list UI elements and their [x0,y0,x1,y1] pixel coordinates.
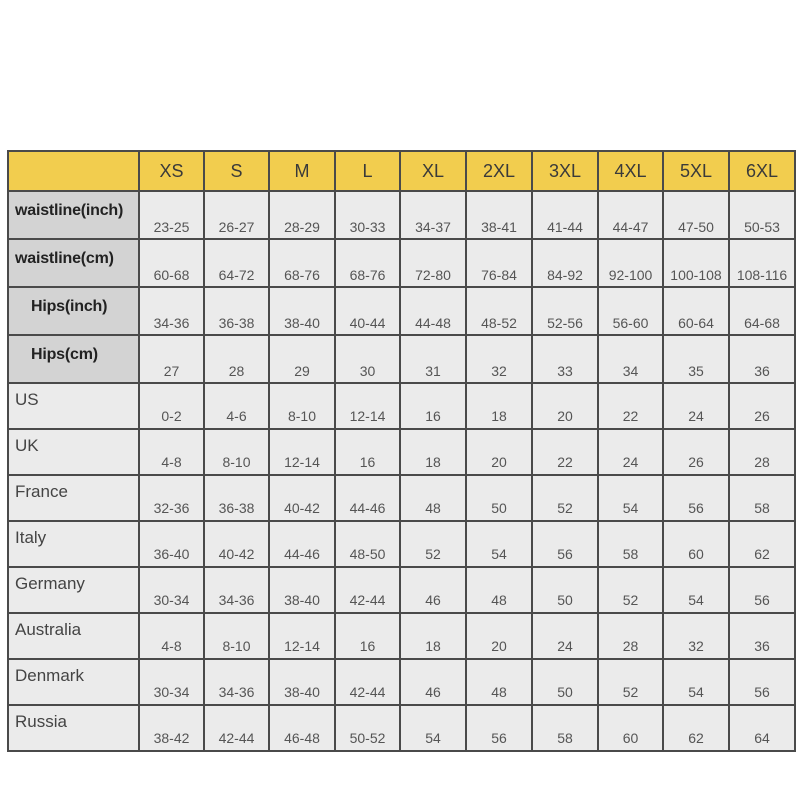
table-cell: 42-44 [335,659,400,705]
table-cell: 18 [400,613,466,659]
table-cell: 46 [400,659,466,705]
table-cell: 38-40 [269,659,335,705]
table-cell: 8-10 [204,429,269,475]
table-cell: 48 [400,475,466,521]
table-cell: 22 [598,383,663,429]
table-cell: 58 [729,475,795,521]
table-cell: 50 [466,475,532,521]
table-cell: 48 [466,567,532,613]
table-cell: 44-46 [335,475,400,521]
table-cell: 68-76 [269,239,335,287]
row-label: Australia [8,613,139,659]
size-header-m: M [269,151,335,191]
row-label: US [8,383,139,429]
table-cell: 36-38 [204,475,269,521]
table-cell: 12-14 [269,613,335,659]
table-cell: 64-68 [729,287,795,335]
table-cell: 30-33 [335,191,400,239]
table-cell: 54 [598,475,663,521]
row-label: France [8,475,139,521]
table-cell: 60-68 [139,239,204,287]
table-cell: 52 [400,521,466,567]
table-cell: 47-50 [663,191,729,239]
size-header-3xl: 3XL [532,151,598,191]
table-cell: 52 [598,659,663,705]
table-cell: 44-48 [400,287,466,335]
table-cell: 34-36 [139,287,204,335]
table-cell: 26-27 [204,191,269,239]
table-cell: 12-14 [335,383,400,429]
size-header-xs: XS [139,151,204,191]
table-cell: 12-14 [269,429,335,475]
table-cell: 40-42 [269,475,335,521]
table-cell: 30 [335,335,400,383]
table-cell: 33 [532,335,598,383]
table-cell: 0-2 [139,383,204,429]
row-label: Russia [8,705,139,751]
row-label: Italy [8,521,139,567]
table-cell: 60-64 [663,287,729,335]
row-label: waistline(inch) [8,191,139,239]
measurement-row [8,287,795,335]
table-cell: 64-72 [204,239,269,287]
conversion-row [8,521,795,567]
table-cell: 54 [663,659,729,705]
table-cell: 16 [400,383,466,429]
table-cell: 26 [729,383,795,429]
table-cell: 42-44 [204,705,269,751]
size-header-5xl: 5XL [663,151,729,191]
conversion-row [8,475,795,521]
row-label: Denmark [8,659,139,705]
table-cell: 29 [269,335,335,383]
table-cell: 56-60 [598,287,663,335]
table-cell: 24 [598,429,663,475]
table-cell: 50 [532,567,598,613]
table-cell: 54 [466,521,532,567]
row-label: Hips(cm) [8,335,139,383]
table-cell: 36 [729,613,795,659]
table-cell: 46-48 [269,705,335,751]
table-cell: 58 [598,521,663,567]
table-cell: 34-36 [204,659,269,705]
table-cell: 24 [532,613,598,659]
table-cell: 38-40 [269,287,335,335]
table-cell: 30-34 [139,659,204,705]
table-cell: 28-29 [269,191,335,239]
table-cell: 38-42 [139,705,204,751]
table-cell: 20 [466,613,532,659]
table-cell: 18 [400,429,466,475]
table-cell: 108-116 [729,239,795,287]
row-label: Germany [8,567,139,613]
table-cell: 52 [598,567,663,613]
table-cell: 48-52 [466,287,532,335]
row-label: waistline(cm) [8,239,139,287]
table-cell: 16 [335,613,400,659]
table-cell: 48-50 [335,521,400,567]
table-cell: 28 [204,335,269,383]
table-cell: 72-80 [400,239,466,287]
table-cell: 62 [729,521,795,567]
table-cell: 38-41 [466,191,532,239]
conversion-row [8,383,795,429]
table-cell: 27 [139,335,204,383]
table-cell: 31 [400,335,466,383]
size-header-row [8,151,795,191]
table-cell: 50-52 [335,705,400,751]
table-cell: 38-40 [269,567,335,613]
table-cell: 32-36 [139,475,204,521]
table-cell: 52 [532,475,598,521]
table-cell: 28 [598,613,663,659]
table-cell: 34 [598,335,663,383]
table-cell: 18 [466,383,532,429]
conversion-row [8,705,795,751]
table-cell: 100-108 [663,239,729,287]
table-cell: 20 [466,429,532,475]
table-cell: 24 [663,383,729,429]
table-cell: 64 [729,705,795,751]
header-corner-cell [8,151,139,191]
table-cell: 60 [663,521,729,567]
table-cell: 56 [729,659,795,705]
table-cell: 48 [466,659,532,705]
table-cell: 30-34 [139,567,204,613]
measurement-row [8,239,795,287]
conversion-row [8,659,795,705]
size-header-l: L [335,151,400,191]
table-cell: 52-56 [532,287,598,335]
table-cell: 34-36 [204,567,269,613]
table-cell: 92-100 [598,239,663,287]
measurement-row [8,335,795,383]
table-cell: 34-37 [400,191,466,239]
table-cell: 36 [729,335,795,383]
table-cell: 36-38 [204,287,269,335]
conversion-row [8,429,795,475]
table-cell: 8-10 [269,383,335,429]
table-cell: 28 [729,429,795,475]
table-cell: 22 [532,429,598,475]
table-cell: 58 [532,705,598,751]
size-header-xl: XL [400,151,466,191]
table-cell: 54 [400,705,466,751]
table-cell: 76-84 [466,239,532,287]
table-cell: 4-8 [139,429,204,475]
table-cell: 56 [466,705,532,751]
conversion-row [8,613,795,659]
table-cell: 56 [532,521,598,567]
table-cell: 8-10 [204,613,269,659]
size-header-s: S [204,151,269,191]
table-cell: 41-44 [532,191,598,239]
table-cell: 68-76 [335,239,400,287]
table-cell: 40-44 [335,287,400,335]
table-cell: 50 [532,659,598,705]
table-cell: 40-42 [204,521,269,567]
row-label: Hips(inch) [8,287,139,335]
table-cell: 60 [598,705,663,751]
table-cell: 84-92 [532,239,598,287]
table-cell: 50-53 [729,191,795,239]
conversion-row [8,567,795,613]
table-cell: 54 [663,567,729,613]
table-cell: 56 [729,567,795,613]
table-cell: 4-8 [139,613,204,659]
table-cell: 23-25 [139,191,204,239]
table-cell: 62 [663,705,729,751]
table-cell: 4-6 [204,383,269,429]
row-label: UK [8,429,139,475]
size-header-2xl: 2XL [466,151,532,191]
table-cell: 35 [663,335,729,383]
table-cell: 44-47 [598,191,663,239]
size-header-6xl: 6XL [729,151,795,191]
size-chart-table [7,150,796,752]
table-cell: 26 [663,429,729,475]
table-cell: 36-40 [139,521,204,567]
table-cell: 20 [532,383,598,429]
size-chart-body [8,191,795,751]
table-cell: 42-44 [335,567,400,613]
table-cell: 16 [335,429,400,475]
table-cell: 46 [400,567,466,613]
measurement-row [8,191,795,239]
size-header-4xl: 4XL [598,151,663,191]
table-cell: 32 [466,335,532,383]
table-cell: 56 [663,475,729,521]
table-cell: 44-46 [269,521,335,567]
table-cell: 32 [663,613,729,659]
